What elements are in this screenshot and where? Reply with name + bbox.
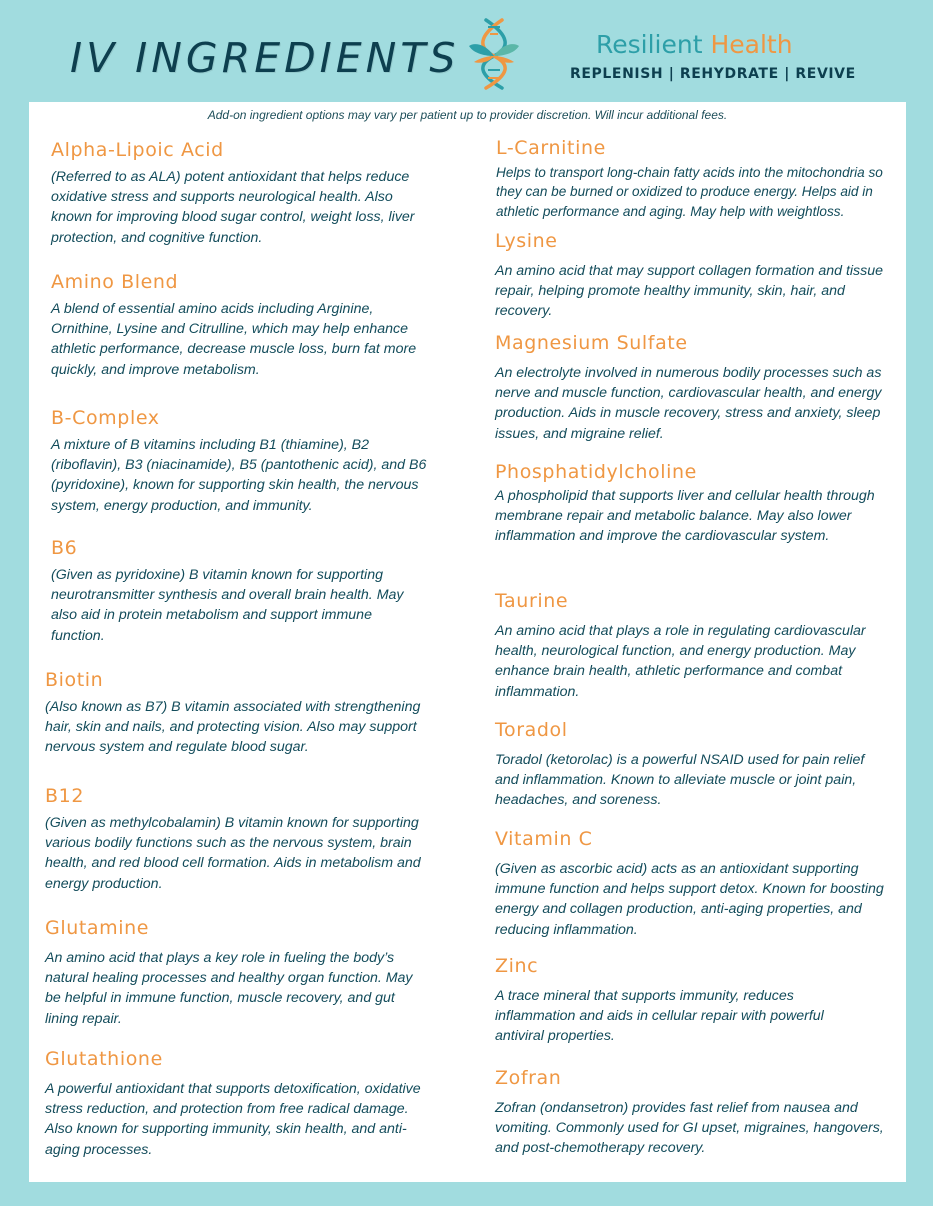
ingredient-magnesium-sulfate <box>495 331 890 444</box>
ingredient-lysine <box>495 229 885 322</box>
ingredient-name: Toradol <box>495 719 568 741</box>
ingredient-name: L-Carnitine <box>496 137 606 159</box>
ingredient-name: Vitamin C <box>495 828 593 850</box>
ingredient-description: (Referred to as ALA) potent antioxidant that helps reduce oxidative stress and supports neurological health. Also known for improving blood sugar control, weight loss, liver protection, and cognitive function. <box>51 169 415 246</box>
ingredient-name: B-Complex <box>51 407 160 429</box>
ingredient-b-complex <box>51 406 441 516</box>
ingredient-name: Zofran <box>495 1067 562 1089</box>
ingredient-taurine <box>495 589 890 702</box>
ingredient-name: Glutathione <box>45 1048 163 1070</box>
ingredient-name: B6 <box>51 537 78 559</box>
ingredient-description: (Given as methylcobalamin) B vitamin known for supporting various bodily functions such as the nervous system, brain health, and red blood cell formation. Aids in metabolism and energy production. <box>45 815 421 892</box>
ingredient-description: A powerful antioxidant that supports detoxification, oxidative stress reduction, and protection from free radical damage. Also known for supporting immunity, skin health, and anti-aging processes. <box>45 1081 421 1158</box>
ingredient-name: Magnesium Sulfate <box>495 332 688 354</box>
ingredient-glutathione <box>45 1047 430 1160</box>
dna-leaf-icon <box>466 18 522 90</box>
ingredient-phosphatidylcholine <box>495 460 890 547</box>
ingredient-zofran <box>495 1066 890 1159</box>
ingredient-description: An amino acid that plays a key role in fueling the body’s natural healing processes and healthy organ function. May be helpful in immune function, muscle recovery, and gut lining repair. <box>45 950 413 1027</box>
ingredient-name: Alpha-Lipoic Acid <box>51 139 224 161</box>
brand-name-part1: Resilient <box>596 30 703 59</box>
ingredient-name: Lysine <box>495 230 558 252</box>
ingredient-description: Helps to transport long-chain fatty acids into the mitochondria so they can be burned or oxidized to produce energy. Helps aid in athletic performance and aging. May help with weightloss. <box>496 165 883 219</box>
brand-name-part2: Health <box>710 30 793 59</box>
ingredient-description: A blend of essential amino acids including Arginine, Ornithine, Lysine and Citrulline, which may help enhance athletic performance, decrease muscle loss, burn fat more quickly, and improve metabolism. <box>51 301 417 378</box>
ingredient-l-carnitine <box>496 136 886 221</box>
ingredient-description: (Also known as B7) B vitamin associated with strengthening hair, skin and nails, and protecting vision. Also may support nervous system and regulate blood sugar. <box>45 699 421 756</box>
ingredients-panel <box>29 102 906 1182</box>
ingredient-alpha-lipoic-acid <box>51 138 421 248</box>
ingredient-toradol <box>495 718 890 811</box>
ingredient-description: An amino acid that may support collagen formation and tissue repair, helping promote healthy immunity, skin, hair, and recovery. <box>495 263 884 320</box>
ingredient-description: A mixture of B vitamins including B1 (thiamine), B2 (riboflavin), B3 (niacinamide), B5 (pantothenic acid), and B6 (pyridoxine), known for supporting skin health, the nervous system, energy production, and immunity. <box>51 437 427 514</box>
ingredient-description: Zofran (ondansetron) provides fast relief from nausea and vomiting. Commonly used for GI upset, migraines, hangovers, and post-chemotherapy recovery. <box>495 1100 884 1157</box>
ingredient-description: (Given as ascorbic acid) acts as an antioxidant supporting immune function and helps support detox. Known for boosting energy and collagen production, anti-aging properties, and reducing inflammation. <box>495 861 884 938</box>
ingredient-vitamin-c <box>495 827 890 940</box>
ingredient-description: An amino acid that plays a role in regulating cardiovascular health, neurological function, and energy production. May enhance brain health, athletic performance and combat inflammation. <box>495 623 866 700</box>
brand-logo <box>570 30 856 82</box>
ingredient-name: B12 <box>45 785 85 807</box>
ingredient-description: Toradol (ketorolac) is a powerful NSAID used for pain relief and inflammation. Known to alleviate muscle or joint pain, headaches, and soreness. <box>495 752 865 809</box>
ingredient-description: (Given as pyridoxine) B vitamin known for supporting neurotransmitter synthesis and overall brain health. May also aid in protein metabolism and support immune function. <box>51 567 404 644</box>
ingredient-name: Taurine <box>495 590 569 612</box>
ingredient-name: Amino Blend <box>51 271 179 293</box>
ingredient-amino-blend <box>51 270 436 380</box>
ingredient-b12 <box>45 784 440 894</box>
header <box>0 0 933 102</box>
ingredient-name: Zinc <box>495 955 539 977</box>
ingredient-description: A phospholipid that supports liver and cellular health through membrane repair and metabolic balance. May also lower inflammation and improve the cardiovascular system. <box>495 488 875 545</box>
ingredient-biotin <box>45 668 440 758</box>
ingredient-description: A trace mineral that supports immunity, reduces inflammation and aids in cellular repair with powerful antiviral properties. <box>495 988 824 1045</box>
ingredient-zinc <box>495 954 875 1047</box>
notice-text: Add-on ingredient options may vary per patient up to provider discretion. Will incur additional fees. <box>207 108 728 122</box>
brand-tagline: REPLENISH | REHYDRATE | REVIVE <box>570 66 856 82</box>
ingredient-name: Biotin <box>45 669 104 691</box>
brand-name <box>596 30 840 60</box>
page-title: IV INGREDIENTS <box>70 34 460 82</box>
ingredient-name: Glutamine <box>45 917 150 939</box>
ingredient-b6 <box>51 536 421 646</box>
ingredient-name: Phosphatidylcholine <box>495 461 697 483</box>
ingredient-glutamine <box>45 916 430 1029</box>
ingredient-description: An electrolyte involved in numerous bodily processes such as nerve and muscle function, cardiovascular health, and energy production. Aids in muscle recovery, stress and anxiety, sleep issues, and migraine relief. <box>495 365 882 442</box>
